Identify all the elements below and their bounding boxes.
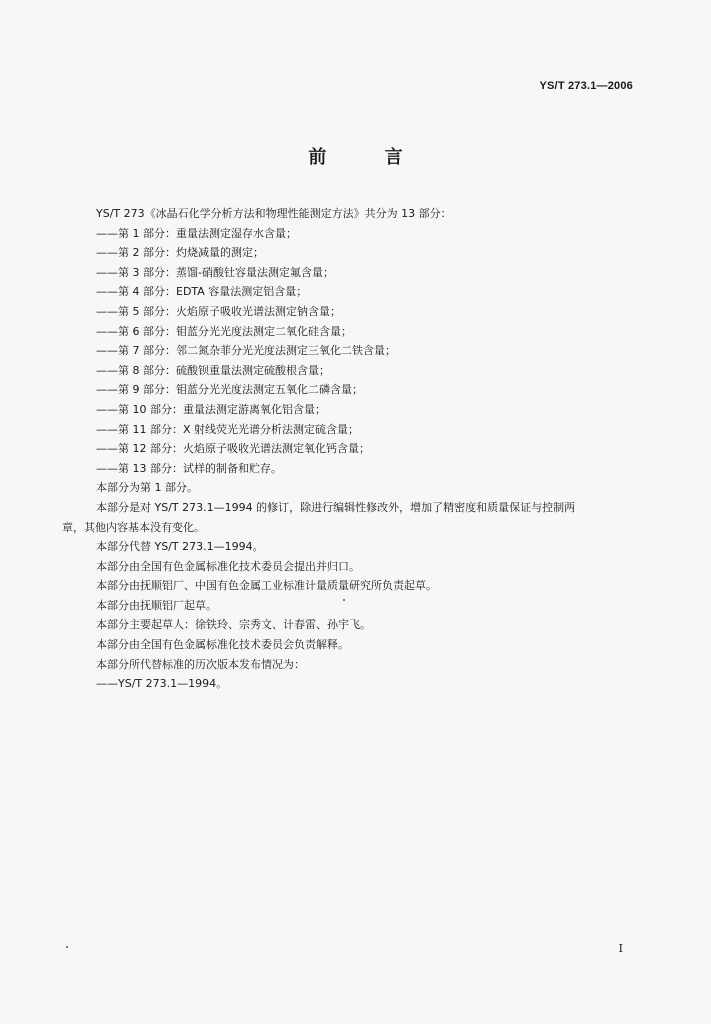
part-item: ——第 11 部分：X 射线荧光光谱分析法测定硫含量； (96, 422, 360, 436)
part-item: ——第 3 部分：蒸馏-硝酸钍容量法测定氟含量； (96, 265, 334, 279)
part-item: ——第 12 部分：火焰原子吸收光谱法测定氧化钙含量； (96, 442, 370, 456)
paragraph: 本部分是对 YS/T 273.1—1994 的修订，除进行编辑性修改外，增加了精密度和质量保证与控制两 (96, 500, 576, 514)
part-item: ——第 6 部分：钼蓝分光光度法测定二氧化硅含量； (96, 324, 352, 338)
part-item: ——第 13 部分：试样的制备和贮存。 (96, 461, 282, 475)
paragraph: 本部分由抚顺铝厂、中国有色金属工业标准计量质量研究所负责起草。 (96, 579, 437, 593)
paragraph: 本部分主要起草人：徐铁玲、宗秀文、计春雷、孙宇飞。 (96, 618, 371, 632)
foreword-body (62, 204, 644, 694)
paragraph: 本部分代替 YS/T 273.1—1994。 (96, 540, 264, 554)
history-item: ——YS/T 273.1—1994。 (96, 677, 228, 691)
part-item: ——第 8 部分：硫酸钡重量法测定硫酸根含量； (96, 363, 330, 377)
paragraph: 本部分由全国有色金属标准化技术委员会负责解释。 (96, 638, 349, 652)
part-item: ——第 5 部分：火焰原子吸收光谱法测定钠含量； (96, 304, 341, 318)
part-item: ——第 9 部分：钼蓝分光光度法测定五氧化二磷含量； (96, 383, 363, 397)
paragraph: 本部分所代替标准的历次版本发布情况为： (96, 657, 305, 671)
part-item: ——第 10 部分：重量法测定游离氧化铝含量； (96, 402, 326, 416)
page-number: I (618, 942, 623, 955)
part-item: ——第 4 部分：EDTA 容量法测定铝含量； (96, 285, 308, 299)
paragraph: 本部分由抚顺铝厂起草。 (96, 598, 217, 612)
page-title: 前 言 (308, 147, 429, 168)
part-item: ——第 1 部分：重量法测定湿存水含量； (96, 226, 297, 240)
paragraph-continuation: 章，其他内容基本没有变化。 (62, 520, 205, 534)
scan-speck (343, 599, 345, 601)
part-item: ——第 2 部分：灼烧减量的测定； (96, 246, 264, 260)
paragraph: 本部分由全国有色金属标准化技术委员会提出并归口。 (96, 559, 360, 573)
document-code: YS/T 273.1—2006 (539, 80, 633, 92)
scan-speck (66, 946, 68, 948)
part-item: ——第 7 部分：邻二氮杂菲分光光度法测定三氧化二铁含量； (96, 344, 396, 358)
intro-paragraph: YS/T 273《冰晶石化学分析方法和物理性能测定方法》共分为 13 部分： (96, 207, 452, 220)
paragraph: 本部分为第 1 部分。 (96, 481, 198, 495)
